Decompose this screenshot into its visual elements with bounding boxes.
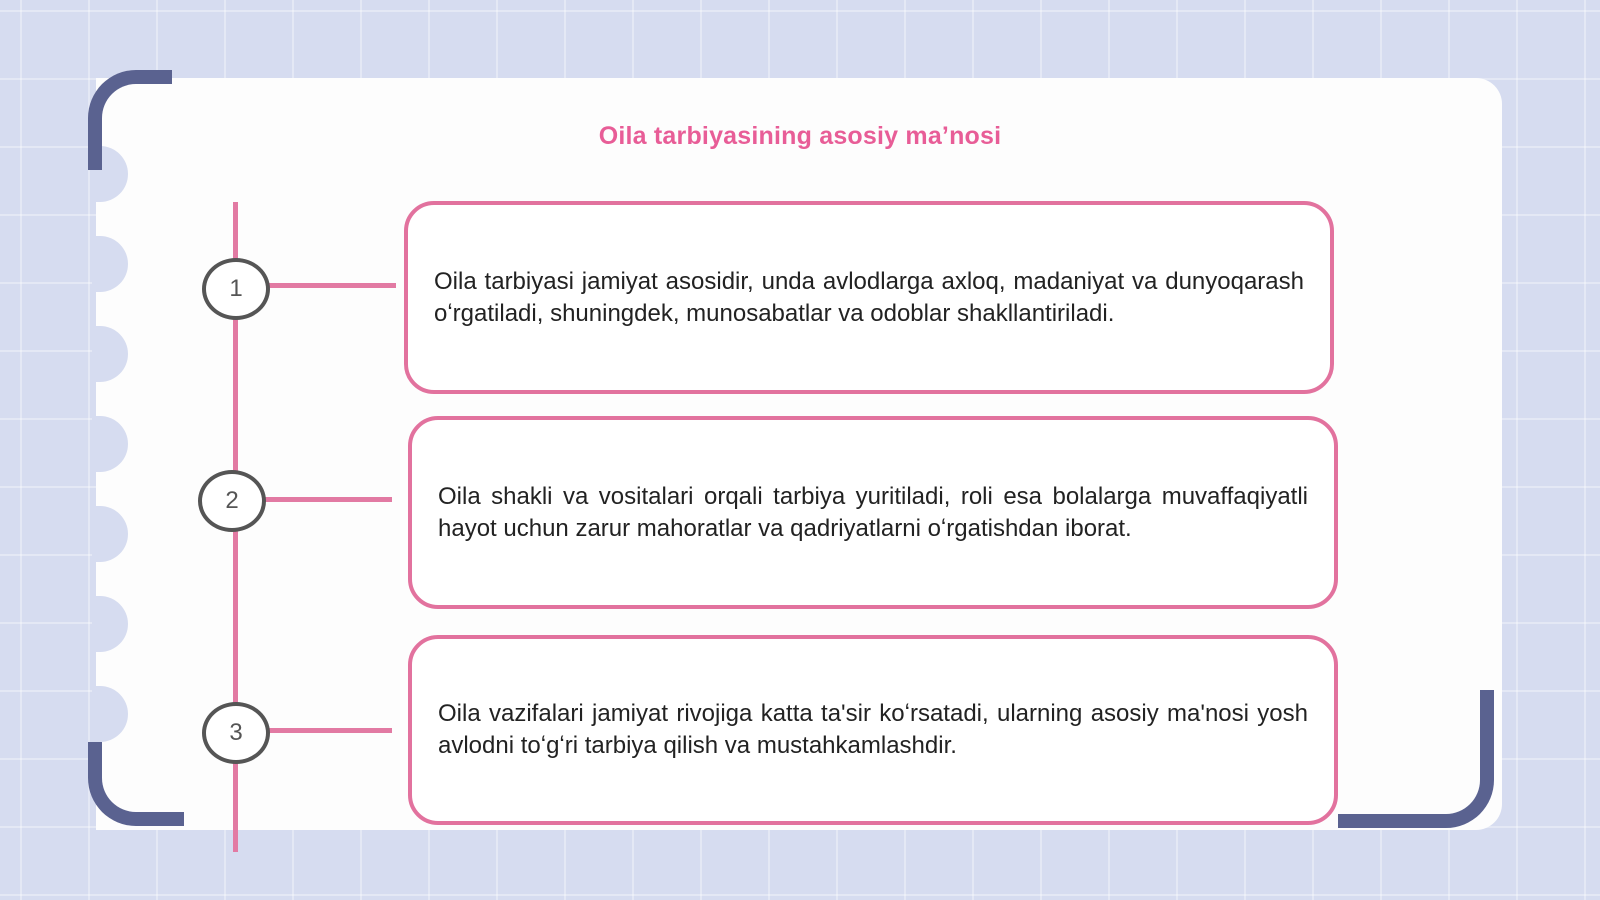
step-number-badge xyxy=(202,702,270,764)
card-text: Oila shakli va vositalari orqali tarbiya yuritiladi, roli esa bolalarga muvaffaqiyatli hayot uchun zarur mahoratlar va qadriyatlarni oʻrgatishdan iborat. xyxy=(438,482,1308,542)
timeline-connector xyxy=(266,283,396,288)
step-number: 1 xyxy=(229,275,243,302)
text-card xyxy=(408,416,1338,609)
timeline-connector xyxy=(266,728,392,733)
card-text: Oila vazifalari jamiyat rivojiga katta ta'sir koʻrsatadi, ularning asosiy ma'nosi yosh avlodni toʻgʻri tarbiya qilish va mustahkamlashdir. xyxy=(438,700,1308,759)
step-number-badge xyxy=(202,258,270,320)
corner-bracket-bottom-right xyxy=(1338,690,1494,828)
step-number: 3 xyxy=(229,719,243,746)
corner-bracket-top-left xyxy=(88,70,172,170)
step-number: 2 xyxy=(225,487,239,514)
text-card xyxy=(408,635,1338,825)
slide-title: Oila tarbiyasining asosiy ma’nosi xyxy=(598,122,1002,150)
text-card xyxy=(404,201,1334,394)
card-text: Oila tarbiyasi jamiyat asosidir, unda avlodlarga axloq, madaniyat va dunyoqarash oʻrgatiladi, shuningdek, munosabatlar va odoblar shakllantiriladi. xyxy=(434,267,1304,327)
step-number-badge xyxy=(198,470,266,532)
timeline-connector xyxy=(262,497,392,502)
